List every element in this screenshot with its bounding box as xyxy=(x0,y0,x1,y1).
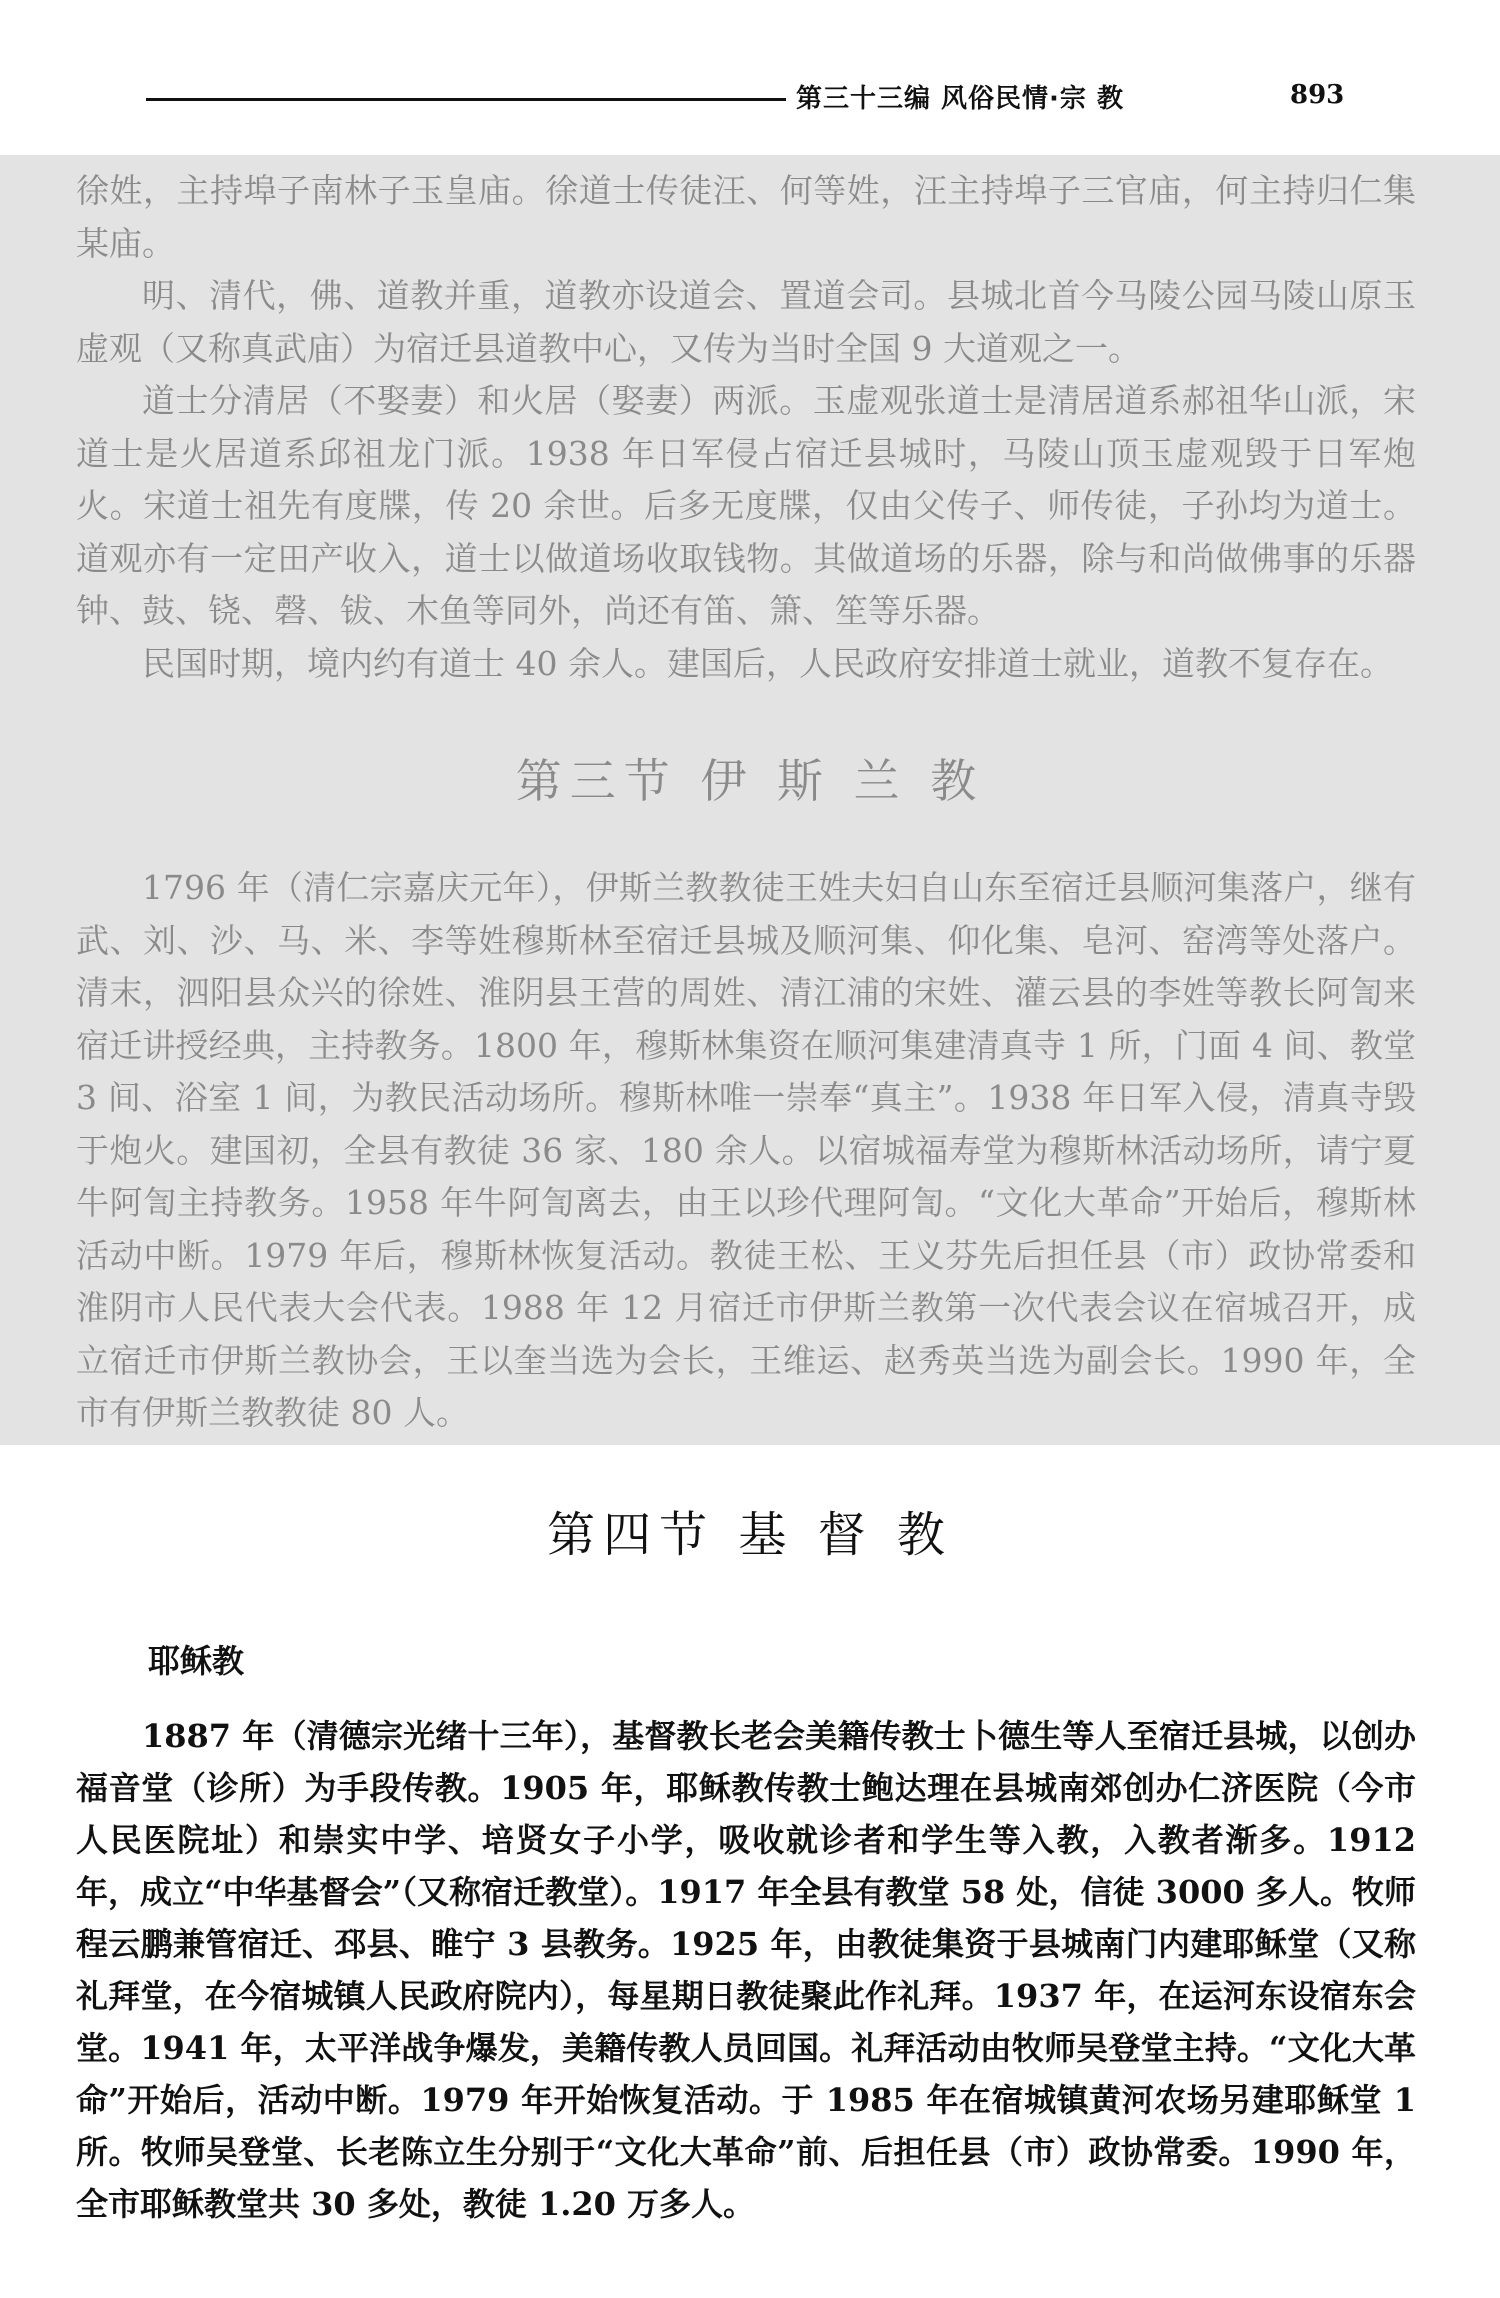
running-head: 第三十三编 风俗民情·宗 教 xyxy=(796,84,1124,114)
taoism-paragraph-3: 道士分清居（不娶妻）和火居（娶妻）两派。玉虚观张道士是清居道系郝祖华山派，宋道士是火居道系邱祖龙门派。1938 年日军侵占宿迁县城时，马陵山顶玉虚观毁于日军炮火。宋道士祖先有度牒，传 20 余世。后多无度牒，仅由父传子、师传徒，子孙均为道士。道观亦有一定田产收入，道士以做道场收取钱物。其做道场的乐器，除与和尚做佛事的乐器钟、鼓、铙、磬、钹、木鱼等同外，尚还有笛、箫、笙等乐器。 xyxy=(76,381,1416,630)
islam-paragraph: 1796 年（清仁宗嘉庆元年），伊斯兰教教徒王姓夫妇自山东至宿迁县顺河集落户，继有武、刘、沙、马、米、李等姓穆斯林至宿迁县城及顺河集、仰化集、皂河、窑湾等处落户。清末，泗阳县众兴的徐姓、淮阴县王营的周姓、清江浦的宋姓、灌云县的李姓等教长阿訇来宿迁讲授经典，主持教务。1800 年，穆斯林集资在顺河集建清真寺 1 所，门面 4 间、教堂 3 间、浴室 1 间，为教民活动场所。穆斯林唯一崇奉“真主”。1938 年日军入侵，清真寺毁于炮火。建国初，全县有教徒 36 家、180 余人。以宿城福寿堂为穆斯林活动场所，请宁夏牛阿訇主持教务。1958 年牛阿訇离去，由王以珍代理阿訇。“文化大革命”开始后，穆斯林活动中断。1979 年后，穆斯林恢复活动。教徒王松、王义芬先后担任县（市）政协常委和淮阴市人民代表大会代表。1988 年 12 月宿迁市伊斯兰教第一次代表会议在宿城召开，成立宿迁市伊斯兰教协会，王以奎当选为会长，王维运、赵秀英当选为副会长。1990 年，全市有伊斯兰教教徒 80 人。 xyxy=(76,868,1416,1432)
subhead-protestantism: 耶稣教 xyxy=(148,1642,245,1680)
islam-text xyxy=(76,862,1416,1440)
taoism-paragraph-1: 徐姓，主持埠子南林子玉皇庙。徐道士传徒汪、何等姓，汪主持埠子三官庙，何主持归仁集某庙。 xyxy=(76,171,1416,263)
section-title-islam: 第三节 伊 斯 兰 教 xyxy=(515,754,985,808)
header-rule xyxy=(146,98,786,101)
taoism-paragraph-2: 明、清代，佛、道教并重，道教亦设道会、置道会司。县城北首今马陵公园马陵山原玉虚观（又称真武庙）为宿迁县道教中心，又传为当时全国 9 大道观之一。 xyxy=(76,276,1416,368)
taoism-paragraph-4: 民国时期，境内约有道士 40 余人。建国后，人民政府安排道士就业，道教不复存在。 xyxy=(142,643,1393,683)
page-header xyxy=(0,0,1500,140)
christianity-text xyxy=(76,1710,1416,2230)
taoism-text xyxy=(76,165,1416,690)
section-title-christianity: 第四节 基 督 教 xyxy=(547,1507,953,1563)
page-number: 893 xyxy=(1290,80,1345,110)
christianity-paragraph: 1887 年（清德宗光绪十三年），基督教长老会美籍传教士卜德生等人至宿迁县城，以创办福音堂（诊所）为手段传教。1905 年，耶稣教传教士鲍达理在县城南郊创办仁济医院（今市人民医院址）和崇实中学、培贤女子小学，吸收就诊者和学生等入教，入教者渐多。1912 年，成立“中华基督会”（又称宿迁教堂）。1917 年全县有教堂 58 处，信徒 3000 多人。牧师程云鹏兼管宿迁、邳县、睢宁 3 县教务。1925 年，由教徒集资于县城南门内建耶稣堂（又称礼拜堂，在今宿城镇人民政府院内），每星期日教徒聚此作礼拜。1937 年，在运河东设宿东会堂。1941 年，太平洋战争爆发，美籍传教人员回国。礼拜活动由牧师吴登堂主持。“文化大革命”开始后，活动中断。1979 年开始恢复活动。于 1985 年在宿城镇黄河农场另建耶稣堂 1 所。牧师吴登堂、长老陈立生分别于“文化大革命”前、后担任县（市）政协常委。1990 年，全市耶稣教堂共 30 多处，教徒 1.20 万多人。 xyxy=(76,1717,1416,2223)
